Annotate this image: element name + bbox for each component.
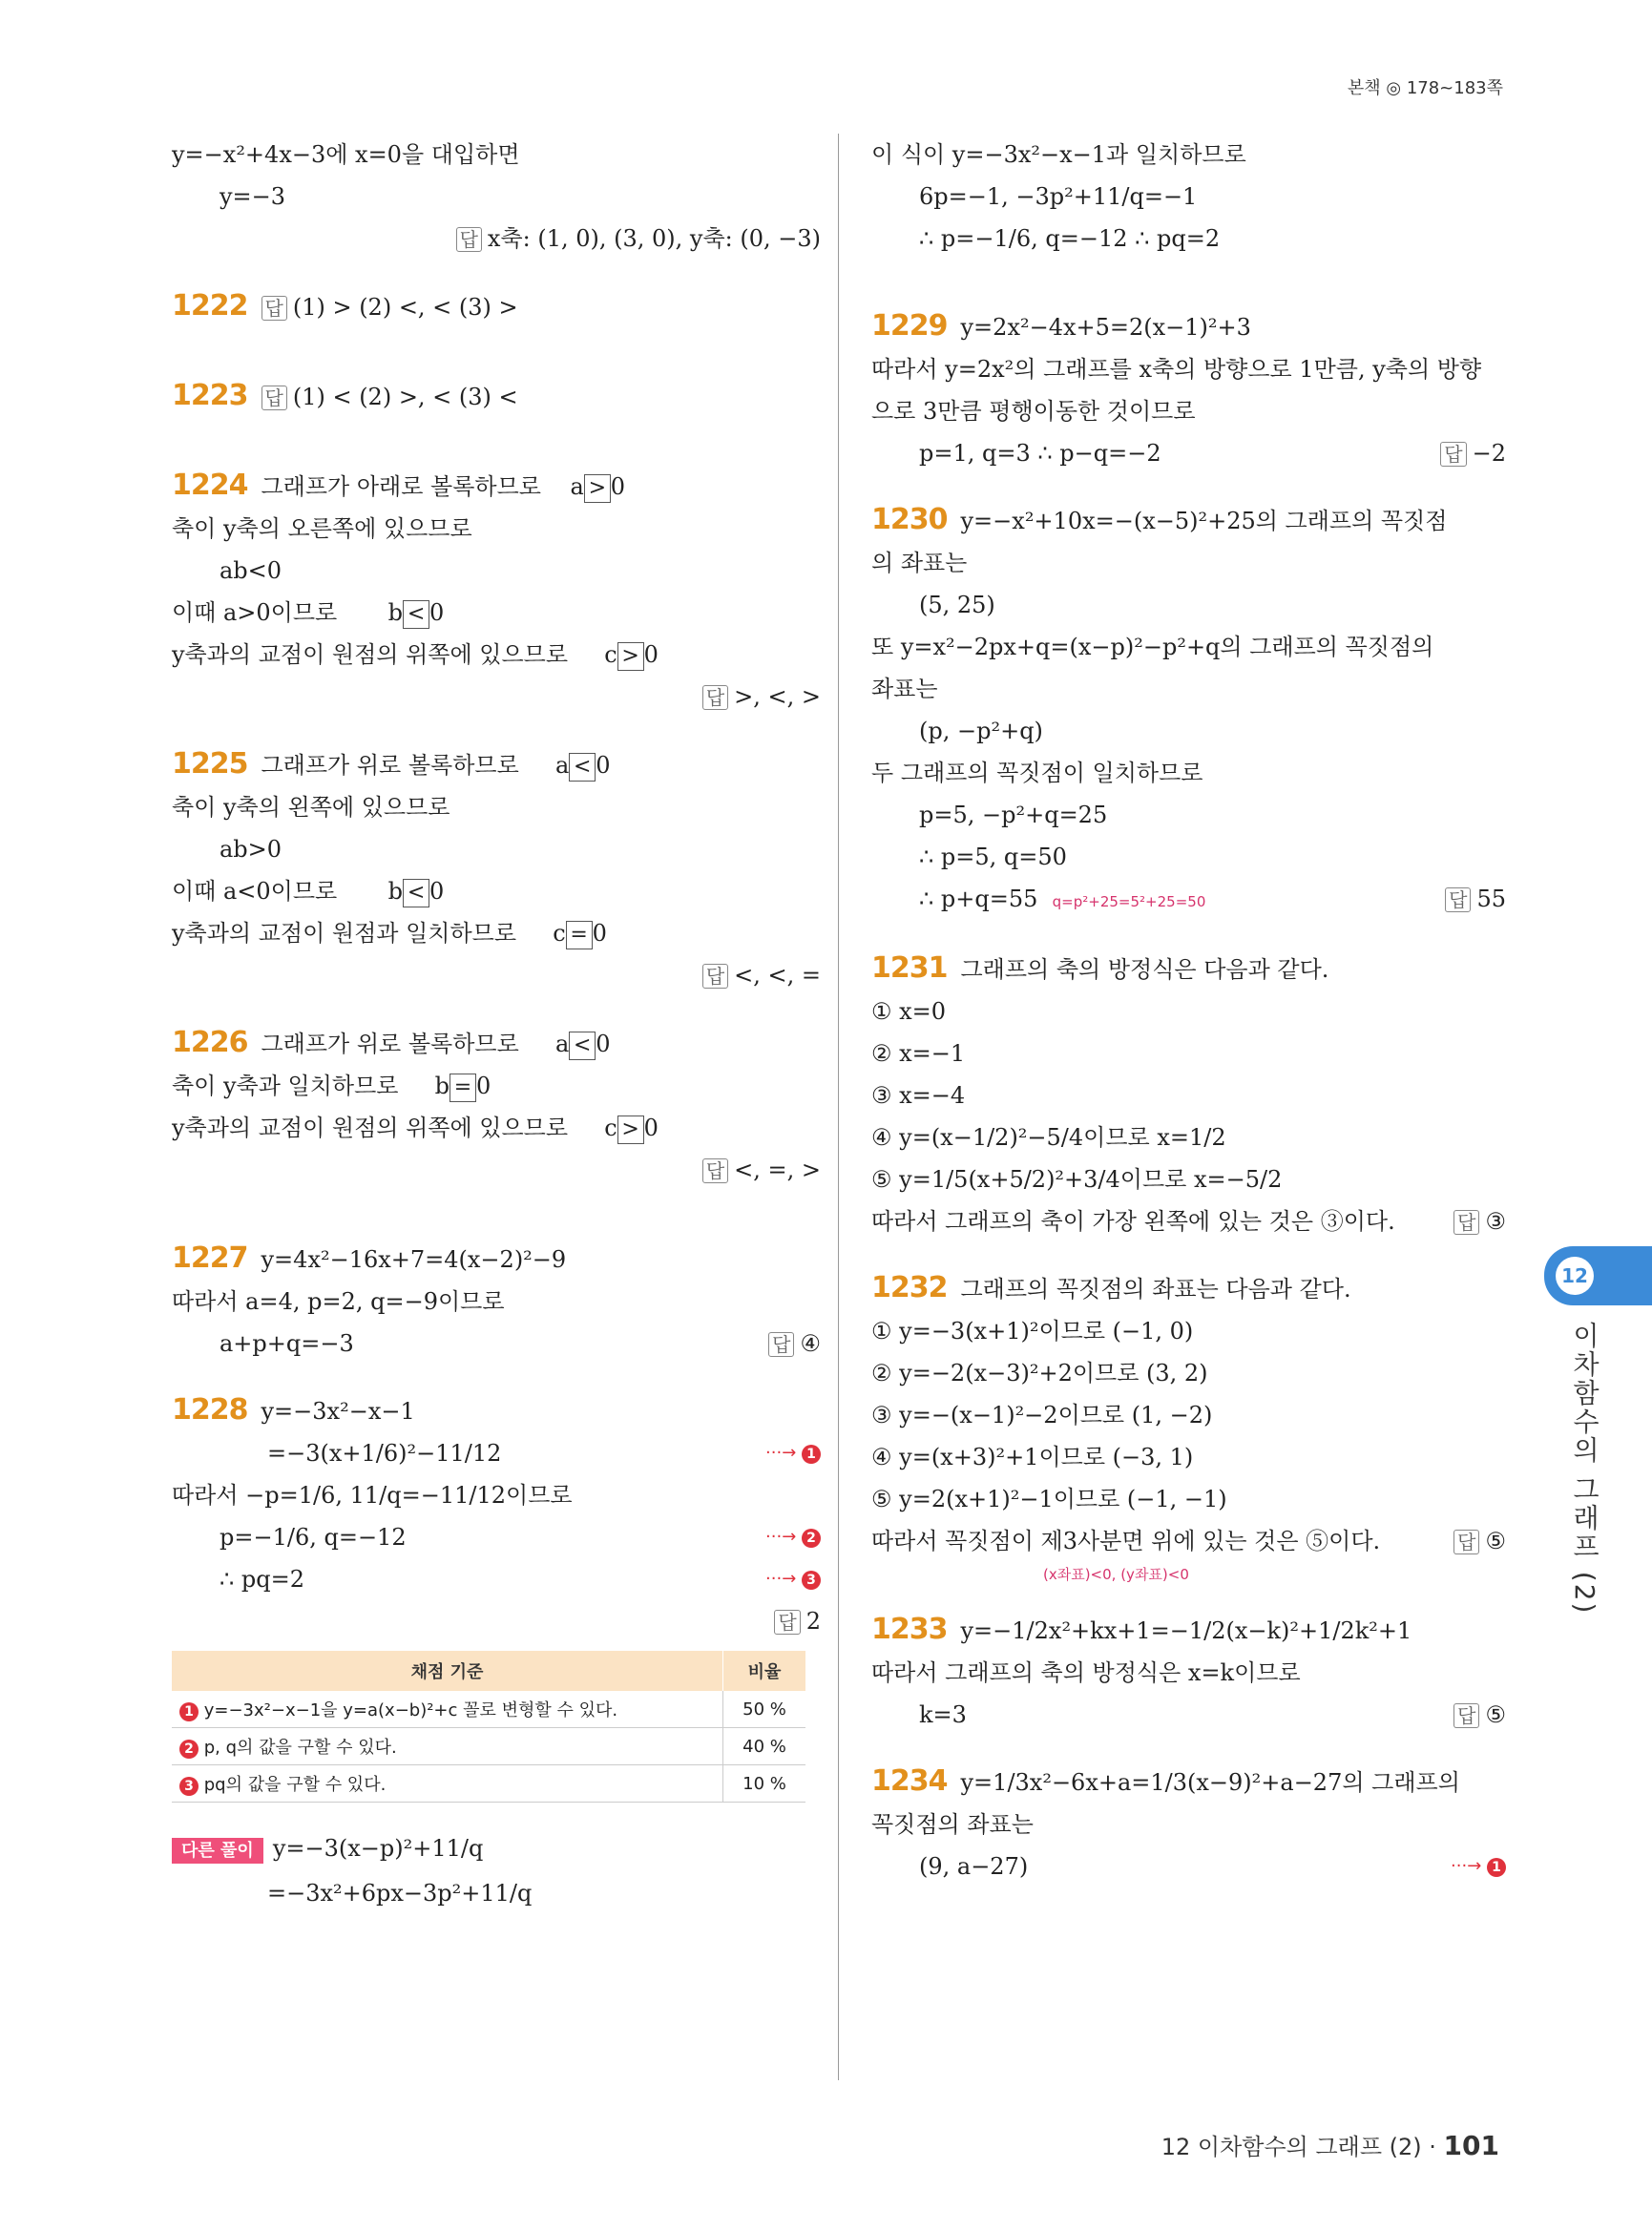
problem-number: 1230 bbox=[871, 503, 948, 536]
scoring-table bbox=[172, 1651, 805, 1803]
answer-icon: 답 bbox=[261, 386, 287, 410]
text-line: y=−3(x−p)²+11/q bbox=[272, 1835, 484, 1862]
list-item: ④ y=(x+3)²+1이므로 (−3, 1) bbox=[871, 1444, 1194, 1470]
answer-line bbox=[172, 676, 821, 719]
answer-icon: 답 bbox=[1453, 1210, 1479, 1235]
answer-line bbox=[172, 954, 821, 997]
text-line: 따라서 그래프의 축의 방정식은 x=k이므로 bbox=[871, 1659, 1301, 1686]
text: 따라서 꼭짓점이 제3사분면 위에 있는 것은 ⑤이다. bbox=[871, 1528, 1381, 1554]
answer-text: ③ bbox=[1485, 1208, 1506, 1235]
text: (9, a−27) bbox=[919, 1853, 1029, 1880]
text-line: ∴ p=−1/6, q=−12 ∴ pq=2 bbox=[919, 225, 1221, 252]
problem-1226 bbox=[172, 1022, 821, 1065]
list-item: ⑤ y=2(x+1)²−1이므로 (−1, −1) bbox=[871, 1486, 1227, 1512]
table-header: 비율 bbox=[723, 1651, 806, 1691]
var: b bbox=[387, 878, 404, 905]
inequality-box: = bbox=[566, 921, 593, 949]
table-row bbox=[172, 1728, 805, 1765]
annotation-note: q=p²+25=5²+25=50 bbox=[1052, 893, 1206, 910]
text: y축과의 교점이 원점과 일치하므로 bbox=[172, 920, 517, 947]
answer-text: 2 bbox=[805, 1608, 821, 1635]
step-number: 2 bbox=[802, 1529, 821, 1548]
problem-1222 bbox=[172, 285, 821, 329]
criteria-text: p, q의 값을 구할 수 있다. bbox=[203, 1738, 397, 1758]
zero: 0 bbox=[643, 641, 659, 668]
answer-text: >, <, > bbox=[734, 683, 821, 710]
text-line: p=5, −p²+q=25 bbox=[919, 802, 1108, 828]
answer-text: ⑤ bbox=[1485, 1528, 1506, 1554]
text-line: y=−1/2x²+kx+1=−1/2(x−k)²+1/2k²+1 bbox=[960, 1617, 1412, 1644]
var: c bbox=[604, 641, 617, 668]
text-line bbox=[172, 1516, 821, 1558]
step-number: 1 bbox=[1487, 1858, 1506, 1877]
list-item: ② y=−2(x−3)²+2이므로 (3, 2) bbox=[871, 1360, 1208, 1387]
list-item: ① y=−3(x+1)²이므로 (−1, 0) bbox=[871, 1318, 1194, 1345]
text-line: 또 y=x²−2px+q=(x−p)²−p²+q의 그래프의 꼭짓점의 bbox=[871, 634, 1434, 660]
problem-number: 1227 bbox=[172, 1241, 248, 1275]
text-line: y=4x²−16x+7=4(x−2)²−9 bbox=[261, 1246, 567, 1273]
alt-solution-badge: 다른 풀이 bbox=[172, 1838, 263, 1864]
text-line bbox=[172, 634, 821, 676]
list-item: ④ y=(x−1/2)²−5/4이므로 x=1/2 bbox=[871, 1124, 1226, 1151]
text: ∴ pq=2 bbox=[220, 1566, 305, 1593]
text-line bbox=[172, 1432, 821, 1474]
text-line: 이 식이 y=−3x²−x−1과 일치하므로 bbox=[871, 141, 1246, 168]
text: p=1, q=3 ∴ p−q=−2 bbox=[919, 440, 1161, 467]
table-header: 채점 기준 bbox=[172, 1651, 723, 1691]
text-line: =−3x²+6px−3p²+11/q bbox=[267, 1880, 533, 1907]
text-line: (p, −p²+q) bbox=[919, 718, 1043, 744]
zero: 0 bbox=[592, 920, 607, 947]
zero: 0 bbox=[429, 878, 445, 905]
problem-1231 bbox=[871, 948, 1506, 990]
problem-number: 1224 bbox=[172, 469, 248, 502]
criteria-text: pq의 값을 구할 수 있다. bbox=[203, 1775, 387, 1795]
problem-number: 1225 bbox=[172, 747, 248, 781]
text-line: 그래프의 꼭짓점의 좌표는 다음과 같다. bbox=[960, 1276, 1351, 1303]
step-marker: ···→ 3 bbox=[765, 1558, 821, 1600]
text-line bbox=[172, 592, 821, 634]
text-line bbox=[172, 912, 821, 954]
text-line bbox=[172, 1323, 821, 1365]
text-line: y=2x²−4x+5=2(x−1)²+3 bbox=[960, 314, 1251, 341]
var: b bbox=[434, 1073, 450, 1099]
step-number: 3 bbox=[179, 1777, 199, 1796]
step-number: 1 bbox=[179, 1702, 199, 1721]
var: a bbox=[570, 473, 584, 500]
table-cell: 50 % bbox=[723, 1691, 806, 1728]
text-line: ab<0 bbox=[220, 557, 282, 584]
text-line: 축이 y축의 왼쪽에 있으므로 bbox=[172, 794, 450, 821]
answer-icon: 답 bbox=[261, 296, 287, 321]
text-line: 의 좌표는 bbox=[871, 550, 968, 576]
answer-line bbox=[172, 218, 821, 261]
answer-icon: 답 bbox=[456, 227, 482, 252]
answer-icon: 답 bbox=[702, 1158, 728, 1183]
text-line: y=−x²+10x=−(x−5)²+25의 그래프의 꼭짓점 bbox=[960, 508, 1448, 534]
inequality-box: < bbox=[569, 1032, 596, 1060]
table-cell bbox=[172, 1765, 723, 1803]
problem-number: 1232 bbox=[871, 1271, 948, 1304]
table-cell bbox=[172, 1691, 723, 1728]
text-line: 그래프가 아래로 볼록하므로 bbox=[261, 473, 541, 500]
answer-text: <, <, = bbox=[734, 962, 821, 989]
text-line: y=−x²+4x−3에 x=0을 대입하면 bbox=[172, 141, 520, 168]
text-line: (5, 25) bbox=[919, 592, 995, 618]
problem-number: 1233 bbox=[871, 1613, 948, 1646]
problem-1229 bbox=[871, 305, 1506, 348]
text-line bbox=[871, 1200, 1506, 1242]
problem-1228 bbox=[172, 1389, 821, 1432]
problem-number: 1234 bbox=[871, 1764, 948, 1798]
text-line bbox=[172, 870, 821, 912]
list-item: ⑤ y=1/5(x+5/2)²+3/4이므로 x=−5/2 bbox=[871, 1166, 1283, 1193]
zero: 0 bbox=[476, 1073, 491, 1099]
problem-1225 bbox=[172, 743, 821, 786]
answer-text: (1) < (2) >, < (3) < bbox=[292, 384, 518, 410]
answer-text: (1) > (2) <, < (3) > bbox=[292, 294, 518, 321]
inequality-box: > bbox=[617, 1116, 644, 1144]
answer-text: ⑤ bbox=[1485, 1701, 1506, 1728]
text-line bbox=[871, 1694, 1506, 1736]
answer-text: ④ bbox=[800, 1330, 821, 1357]
list-item: ③ x=−4 bbox=[871, 1082, 966, 1109]
var: b bbox=[387, 599, 404, 626]
zero: 0 bbox=[429, 599, 445, 626]
var: a bbox=[554, 1031, 570, 1057]
table-row bbox=[172, 1691, 805, 1728]
text: ∴ p+q=55 bbox=[919, 886, 1038, 912]
page-number: 101 bbox=[1443, 2130, 1499, 2161]
problem-number: 1226 bbox=[172, 1026, 248, 1059]
answer-icon: 답 bbox=[1453, 1703, 1479, 1728]
answer-text: −2 bbox=[1472, 440, 1506, 467]
text: p=−1/6, q=−12 bbox=[220, 1524, 407, 1551]
text-line: 축이 y축의 오른쪽에 있으므로 bbox=[172, 515, 472, 542]
text-line: y=1/3x²−6x+a=1/3(x−9)²+a−27의 그래프의 bbox=[960, 1769, 1460, 1796]
text-line: y=−3 bbox=[220, 183, 286, 210]
text-line: 따라서 −p=1/6, 11/q=−11/12이므로 bbox=[172, 1482, 573, 1509]
step-marker: ···→ 1 bbox=[1451, 1845, 1506, 1887]
zero: 0 bbox=[596, 1031, 611, 1057]
left-column bbox=[172, 134, 821, 1914]
problem-number: 1223 bbox=[172, 379, 248, 412]
text-line: ∴ p=5, q=50 bbox=[919, 844, 1067, 870]
text: 축이 y축과 일치하므로 bbox=[172, 1073, 399, 1099]
text-line bbox=[871, 432, 1506, 474]
text-line: 두 그래프의 꼭짓점이 일치하므로 bbox=[871, 760, 1203, 786]
problem-1223 bbox=[172, 375, 821, 419]
footer-chapter: 12 이차함수의 그래프 (2) bbox=[1161, 2134, 1422, 2160]
list-item: ① x=0 bbox=[871, 998, 947, 1025]
answer-icon: 답 bbox=[702, 964, 728, 989]
table-cell: 40 % bbox=[723, 1728, 806, 1765]
text: y축과의 교점이 원점의 위쪽에 있으므로 bbox=[172, 1115, 569, 1141]
criteria-text: y=−3x²−x−1을 y=a(x−b)²+c 꼴로 변형할 수 있다. bbox=[203, 1700, 618, 1720]
text: 이때 a>0이므로 bbox=[172, 599, 338, 626]
text-line bbox=[871, 1845, 1506, 1887]
list-item: ③ y=−(x−1)²−2이므로 (1, −2) bbox=[871, 1402, 1213, 1428]
text-line: 좌표는 bbox=[871, 676, 938, 702]
inequality-box: > bbox=[584, 474, 611, 503]
answer-text: 55 bbox=[1476, 886, 1506, 912]
text: 따라서 그래프의 축이 가장 왼쪽에 있는 것은 ③이다. bbox=[871, 1208, 1395, 1235]
problem-number: 1222 bbox=[172, 289, 248, 323]
answer-text: x축: (1, 0), (3, 0), y축: (0, −3) bbox=[487, 225, 821, 252]
problem-1224 bbox=[172, 465, 821, 508]
text-line: 그래프의 축의 방정식은 다음과 같다. bbox=[960, 956, 1329, 983]
zero: 0 bbox=[596, 752, 611, 779]
chapter-tab bbox=[1544, 1246, 1652, 1305]
var: a bbox=[554, 752, 570, 779]
page-header: 본책 ◎ 178~183쪽 bbox=[1347, 78, 1503, 98]
inequality-box: < bbox=[403, 600, 429, 629]
text-line bbox=[172, 1107, 821, 1149]
zero: 0 bbox=[610, 473, 626, 500]
problem-number: 1231 bbox=[871, 951, 948, 985]
problem-number: 1228 bbox=[172, 1393, 248, 1427]
text: 이때 a<0이므로 bbox=[172, 878, 338, 905]
inequality-box: < bbox=[403, 879, 429, 907]
annotation-line bbox=[871, 1562, 1506, 1584]
page-footer: 12 이차함수의 그래프 (2) · 101 bbox=[1161, 2130, 1499, 2161]
text-line bbox=[871, 1520, 1506, 1562]
answer-icon: 답 bbox=[768, 1332, 794, 1357]
answer-icon: 답 bbox=[1440, 442, 1466, 467]
table-cell bbox=[172, 1728, 723, 1765]
annotation-note: (x좌표)<0, (y좌표)<0 bbox=[1043, 1566, 1189, 1583]
text-line: 그래프가 위로 볼록하므로 bbox=[261, 1031, 519, 1057]
step-number: 3 bbox=[802, 1571, 821, 1590]
list-item: ② x=−1 bbox=[871, 1040, 966, 1067]
zero: 0 bbox=[643, 1115, 659, 1141]
problem-1227 bbox=[172, 1238, 821, 1281]
text-line: 그래프가 위로 볼록하므로 bbox=[261, 752, 519, 779]
problem-number: 1229 bbox=[871, 309, 948, 343]
answer-icon: 답 bbox=[1453, 1530, 1479, 1554]
text-line: 따라서 a=4, p=2, q=−9이므로 bbox=[172, 1288, 505, 1315]
step-number: 1 bbox=[802, 1445, 821, 1464]
chapter-number: 12 bbox=[1556, 1257, 1594, 1295]
text: k=3 bbox=[919, 1701, 967, 1728]
answer-line bbox=[172, 1149, 821, 1192]
text-line: 으로 3만큼 평행이동한 것이므로 bbox=[871, 398, 1196, 425]
text-line: ab>0 bbox=[220, 836, 282, 863]
right-column bbox=[871, 134, 1506, 1887]
text-line bbox=[871, 878, 1506, 923]
text-line bbox=[172, 1558, 821, 1600]
problem-1234 bbox=[871, 1761, 1506, 1804]
var: c bbox=[553, 920, 566, 947]
table-cell: 10 % bbox=[723, 1765, 806, 1803]
text: a+p+q=−3 bbox=[220, 1330, 354, 1357]
answer-icon: 답 bbox=[774, 1610, 800, 1635]
text-line: y=−3x²−x−1 bbox=[261, 1398, 415, 1425]
step-number: 2 bbox=[179, 1740, 199, 1759]
text: y축과의 교점이 원점의 위쪽에 있으므로 bbox=[172, 641, 569, 668]
answer-text: <, =, > bbox=[734, 1157, 821, 1183]
answer-line bbox=[172, 1600, 821, 1643]
problem-1230 bbox=[871, 499, 1506, 542]
answer-icon: 답 bbox=[1445, 887, 1471, 912]
step-marker: ···→ 1 bbox=[765, 1432, 821, 1474]
text-line: 6p=−1, −3p²+11/q=−1 bbox=[919, 183, 1198, 210]
step-marker: ···→ 2 bbox=[765, 1516, 821, 1558]
column-divider bbox=[838, 134, 839, 2080]
problem-1232 bbox=[871, 1267, 1506, 1310]
var: c bbox=[604, 1115, 617, 1141]
answer-icon: 답 bbox=[702, 685, 728, 710]
text-line: 따라서 y=2x²의 그래프를 x축의 방향으로 1만큼, y축의 방향 bbox=[871, 356, 1482, 383]
text-line: 꼭짓점의 좌표는 bbox=[871, 1811, 1034, 1838]
inequality-box: < bbox=[569, 753, 596, 782]
inequality-box: > bbox=[617, 642, 644, 671]
inequality-box: = bbox=[450, 1074, 476, 1102]
chapter-side-title: 이차함수의 그래프 (2) bbox=[1569, 1322, 1600, 1616]
alt-solution bbox=[172, 1827, 821, 1872]
text-line bbox=[172, 1065, 821, 1107]
problem-1233 bbox=[871, 1609, 1506, 1652]
table-row bbox=[172, 1765, 805, 1803]
text: =−3(x+1/6)²−11/12 bbox=[267, 1440, 502, 1467]
